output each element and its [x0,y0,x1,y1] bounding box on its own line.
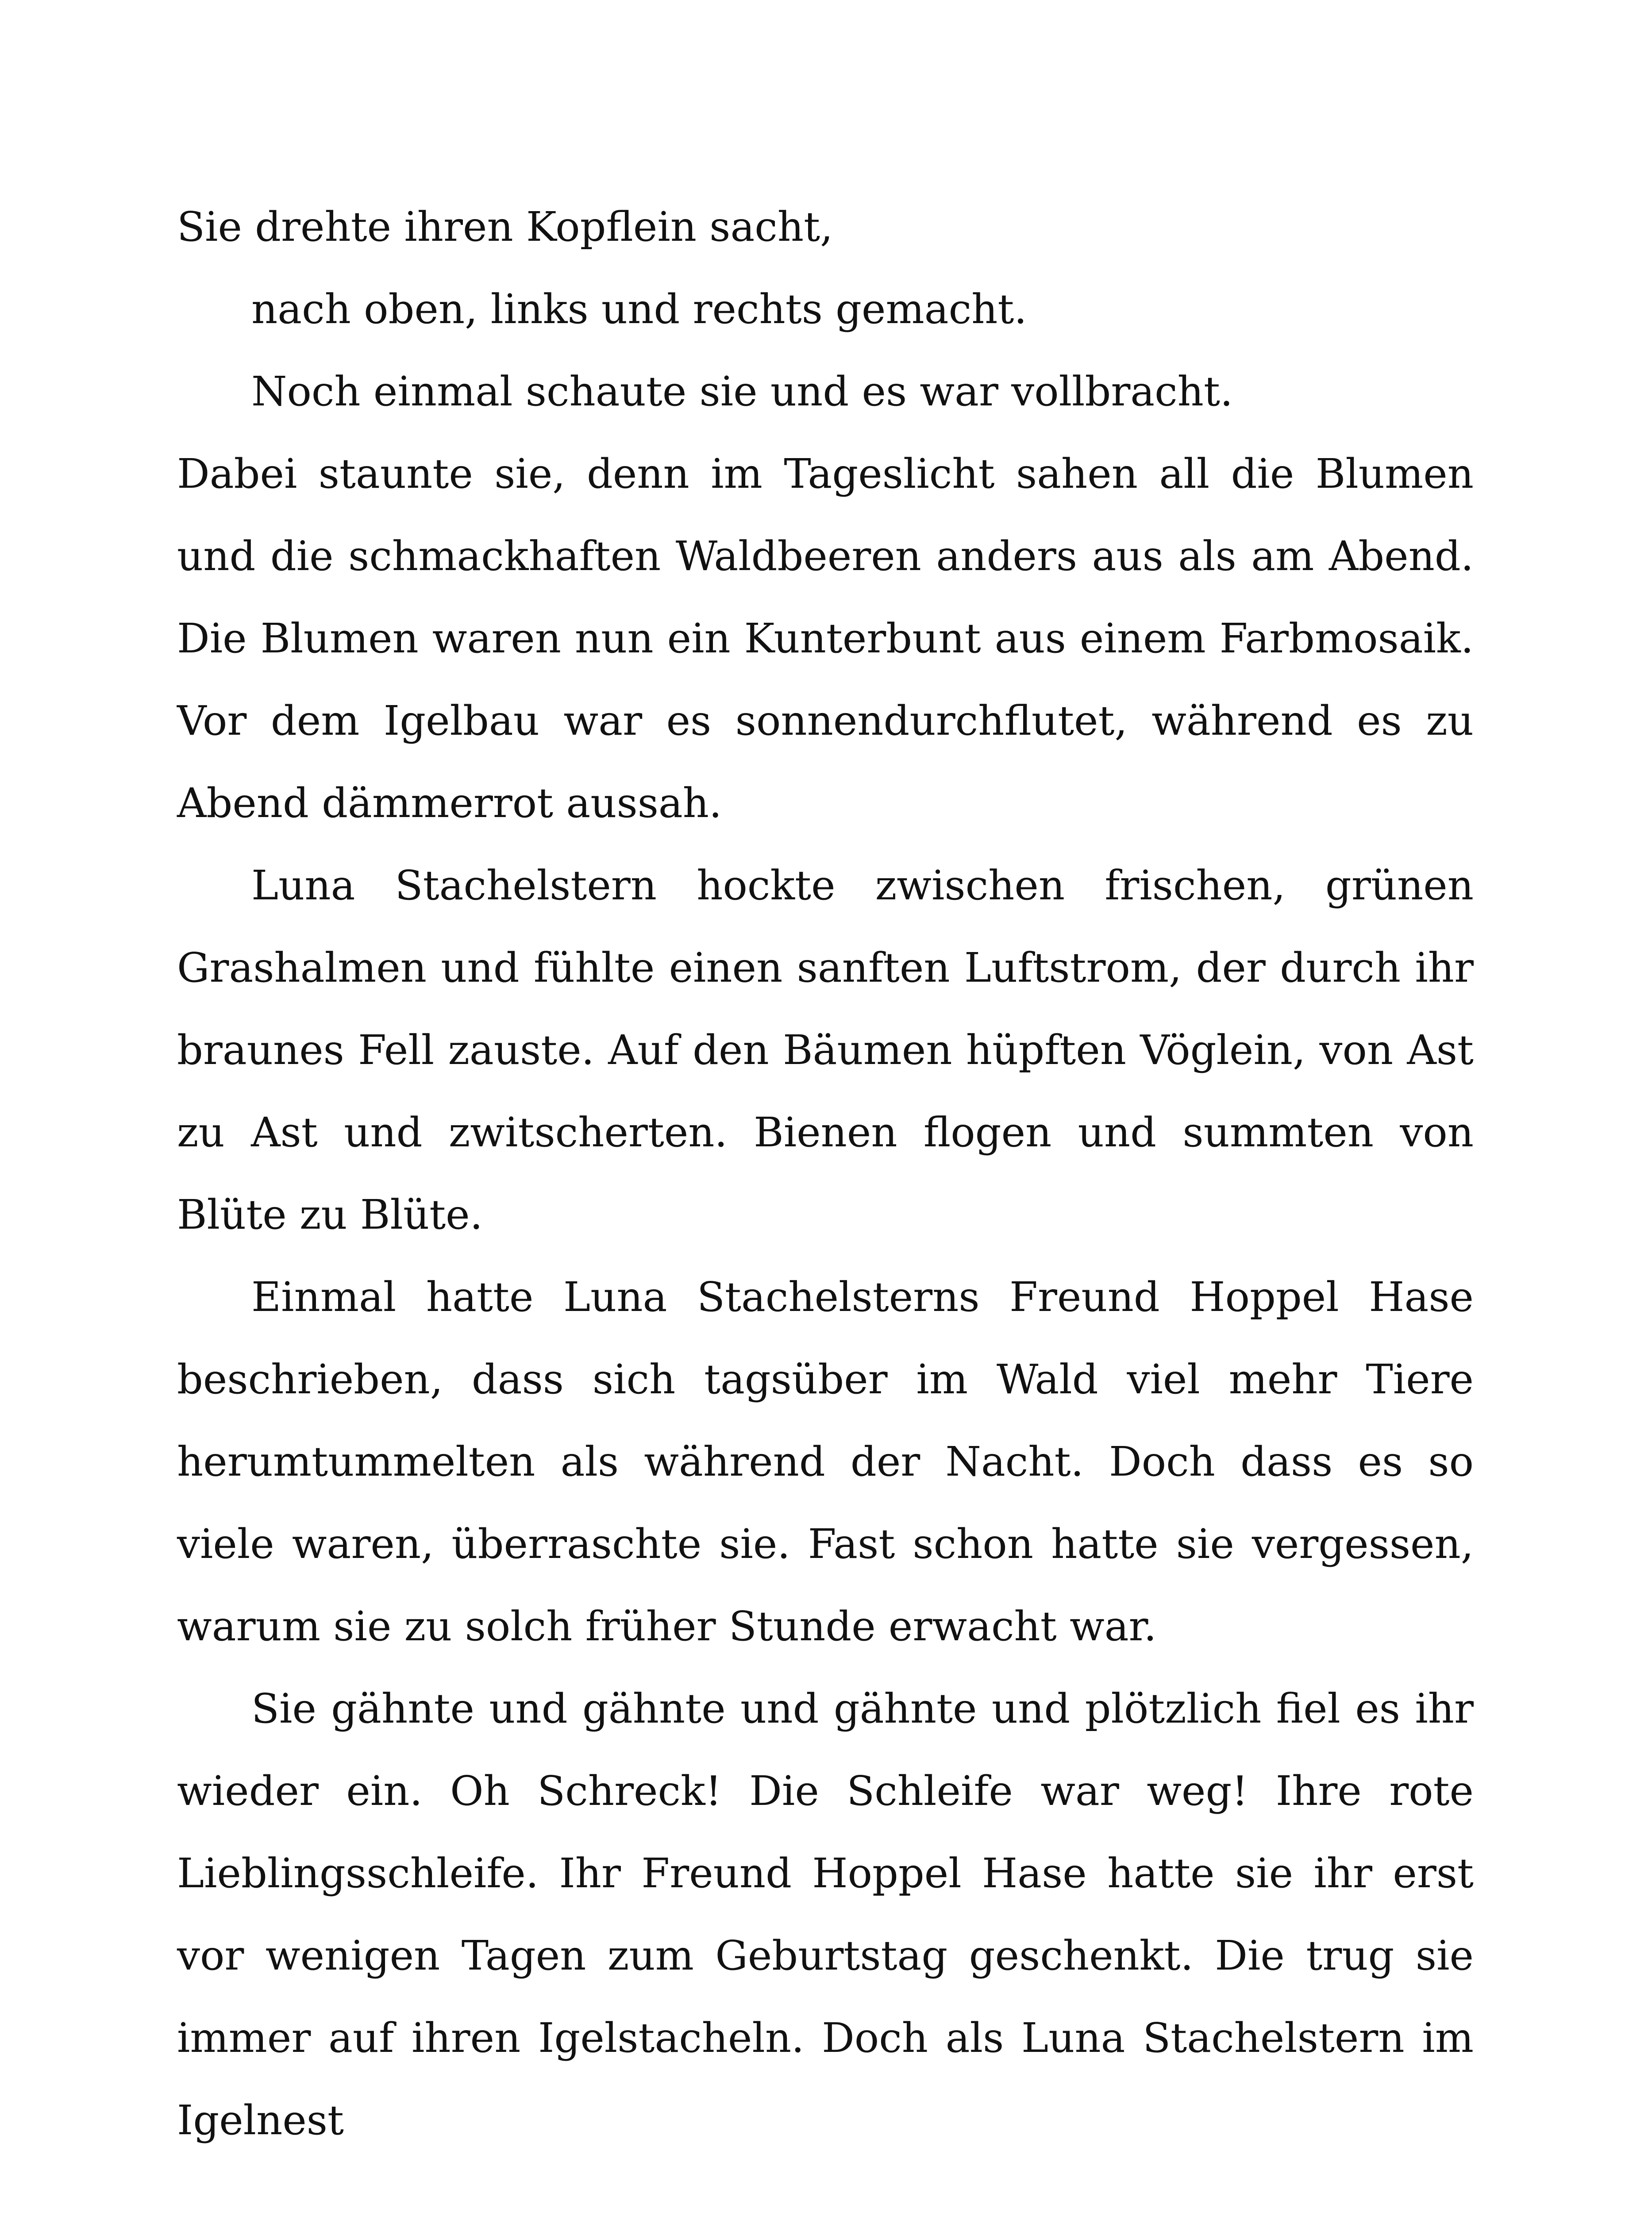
paragraph-4: Sie gähnte und gähnte und gähnte und plötzlich fiel es ihr wieder ein. Oh Schreck! Die Schleife war weg! Ihre rote Lieblingsschleife. Ihr Freund Hoppel Hase hatte sie ihr erst vor wenigen Tagen zum Geburtstag geschenkt. Die trug sie immer auf ihren Igelstacheln. Doch als Luna Stachelstern im Igelnest [177,1685,1474,2144]
paragraph-1: Dabei staunte sie, denn im Tageslicht sahen all die Blumen und die schmackhaften Waldbeeren anders aus als am Abend. Die Blumen waren nun ein Kunterbunt aus einem Farbmosaik. Vor dem Igelbau war es sonnendurchflutet, während es zu Abend dämmerrot aussah. [177,450,1474,827]
paragraph-3: Einmal hatte Luna Stachelsterns Freund Hoppel Hase beschrieben, dass sich tagsüber im Wald viel mehr Tiere herumtummelten als während der Nacht. Doch dass es so viele waren, überraschte sie. Fast schon hatte sie vergessen, warum sie zu solch früher Stunde erwacht war. [177,1273,1474,1650]
body-text [177,186,1474,2162]
paragraph-2: Luna Stachelstern hockte zwischen frischen, grünen Grashalmen und fühlte einen sanften Luftstrom, der durch ihr braunes Fell zauste. Auf den Bäumen hüpften Vöglein, von Ast zu Ast und zwitscherten. Bienen flogen und summten von Blüte zu Blüte. [177,862,1474,1238]
verse-line-2: nach oben, links und rechts gemacht. [251,285,1027,333]
verse-line-1: Sie drehte ihren Kopflein sacht, [177,203,833,251]
verse-line-3: Noch einmal schaute sie und es war vollbracht. [251,368,1233,415]
